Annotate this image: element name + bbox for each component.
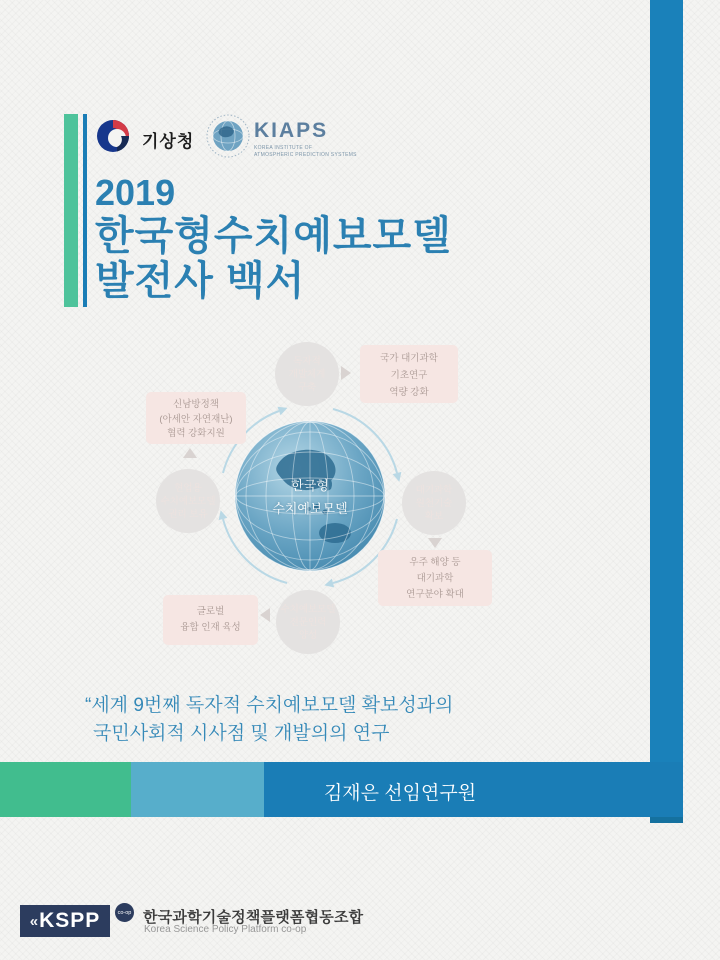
box-rb-line3: 연구분야 확대 <box>406 589 464 600</box>
box-lt-line1: 신남방정책 <box>173 399 219 410</box>
circle-top-line3: 구축 <box>297 382 317 393</box>
kiaps-subtitle <box>254 145 357 159</box>
arrow-right-icon <box>341 366 351 380</box>
kiaps-logo-text <box>254 119 357 159</box>
kiaps-subtitle-line2: ATMOSPHERIC PREDICTION SYSTEMS <box>254 152 357 158</box>
globe-label-line2: 수치예보모델 <box>272 501 348 516</box>
left-accent-bar-blue <box>83 114 87 307</box>
diagram-circle-top <box>275 342 339 406</box>
cover-title-line1: 한국형수치예보모델 <box>95 214 452 258</box>
quote-line1: “세계 9번째 독자적 수치예보모델 확보성과의 <box>85 695 454 716</box>
circle-bottom-line1: 수치예보모델 <box>280 604 336 615</box>
kiaps-subtitle-line1: KOREA INSTITUTE OF <box>254 145 313 151</box>
globe-label <box>233 474 387 520</box>
box-tr-line2: 기초연구 <box>390 370 428 381</box>
diagram-circle-left <box>156 469 220 533</box>
circle-right-line3: 확보 <box>424 511 444 522</box>
box-tr-line3: 역량 강화 <box>389 387 429 398</box>
diagram-box-left-top <box>146 392 246 444</box>
author-banner <box>0 762 683 817</box>
kspp-logo <box>20 905 110 937</box>
circle-left-line1: 현업용 <box>174 483 202 494</box>
circle-left-line3: 권리 보유 <box>168 509 208 520</box>
circle-bottom-line3: 양성 <box>298 630 318 641</box>
arrow-left-icon <box>260 608 270 622</box>
box-rb-line2: 대기과학 <box>416 573 454 584</box>
circle-top-line1: 독자적 <box>293 356 321 367</box>
diagram-box-right-bottom <box>378 550 492 606</box>
circle-right-line2: 원천기술 <box>415 498 453 509</box>
org-name-kr: 한국과학기술정책플랫폼협동조합 <box>143 909 364 926</box>
coop-badge-label: co-op <box>117 909 132 916</box>
banner-segment-green <box>0 762 131 817</box>
arrow-down-icon <box>428 538 442 548</box>
diagram-box-left-bottom <box>163 595 258 645</box>
globe-label-line1: 한국형 <box>291 478 329 493</box>
coop-badge-icon <box>115 903 134 922</box>
diagram-circle-right <box>402 471 466 535</box>
banner-segment-light-blue <box>131 762 264 817</box>
right-accent-band-foot <box>650 817 683 823</box>
quote-line2: 국민사회적 시사점 및 개발의의 연구 <box>93 723 390 744</box>
author-name: 김재은 선임연구원 <box>323 783 477 804</box>
box-lt-line3: 협력 강화지원 <box>167 428 225 439</box>
right-accent-band <box>650 0 683 817</box>
kspp-acronym: KSPP <box>39 909 101 932</box>
arrow-up-icon <box>183 448 197 458</box>
box-lt-line2: (아세안 자연재난) <box>159 413 233 425</box>
cover-title <box>95 172 452 304</box>
box-lb-line2: 융합 인재 육성 <box>180 622 241 633</box>
cover-year: 2019 <box>95 172 176 213</box>
circle-bottom-line2: 전문인력 <box>289 617 327 628</box>
box-lb-line1: 글로벌 <box>196 606 225 617</box>
box-rb-line1: 우주 해양 등 <box>409 557 461 568</box>
diagram-box-top-right <box>360 345 458 403</box>
box-tr-line1: 국가 대기과학 <box>380 353 438 364</box>
kiaps-acronym: KIAPS <box>254 119 329 142</box>
circle-right-line1: 대기과학 <box>415 485 453 496</box>
left-accent-bar-teal <box>64 114 78 307</box>
kiaps-globe-icon <box>206 114 250 158</box>
circle-left-line2: 수치예보모델 <box>160 496 216 507</box>
cover-title-line2: 발전사 백서 <box>95 259 306 303</box>
circle-top-line2: 개발체계 <box>288 369 326 380</box>
cover-quote <box>85 692 453 748</box>
kspp-chevron-icon: « <box>29 912 39 930</box>
kma-logo-label: 기상청 <box>142 132 195 151</box>
kma-logo-icon <box>93 116 133 156</box>
diagram-circle-bottom <box>276 590 340 654</box>
org-name-en: Korea Science Policy Platform co-op <box>144 924 307 935</box>
